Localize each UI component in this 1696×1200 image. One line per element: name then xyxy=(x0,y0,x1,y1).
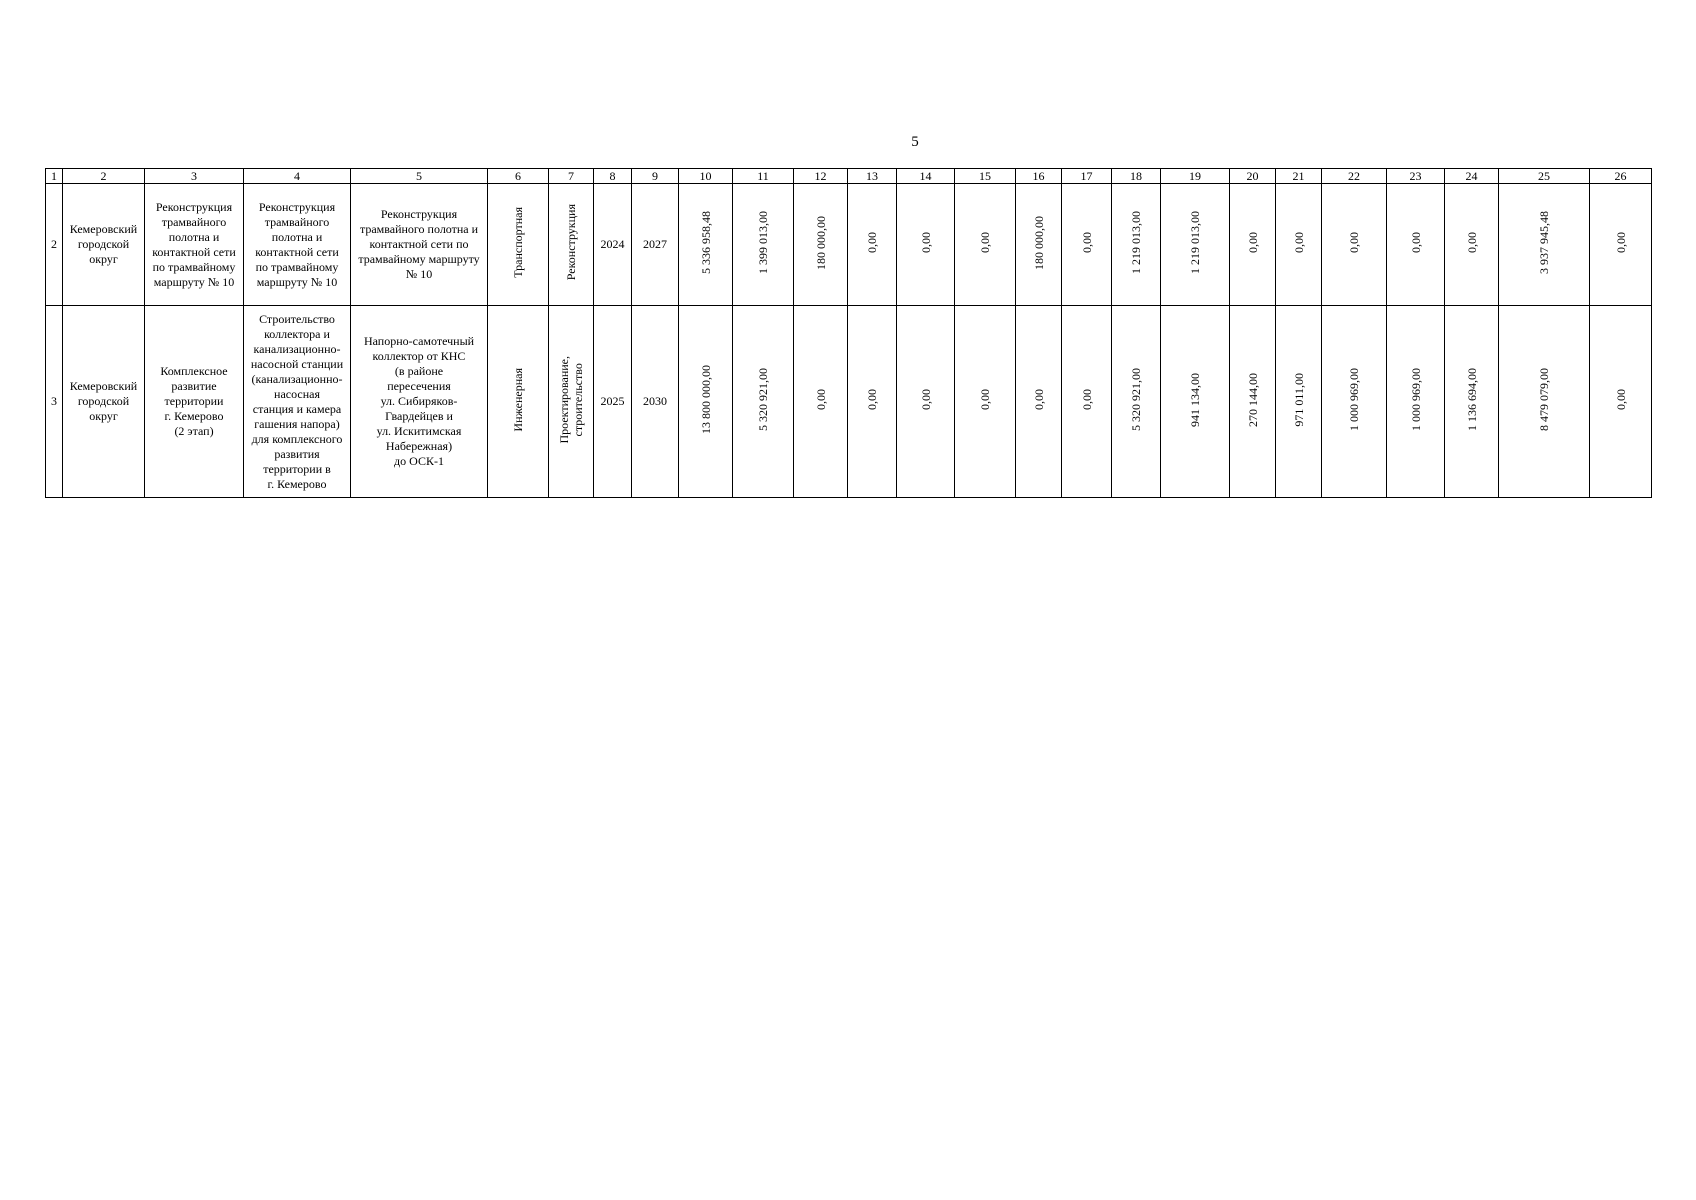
value-cell-13 xyxy=(848,306,897,498)
value-cell-23 xyxy=(1387,306,1445,498)
value-text: 1 219 013,00 xyxy=(1129,211,1143,274)
value-text: 270 144,00 xyxy=(1245,372,1260,427)
value-text: 1 219 013,00 xyxy=(1188,211,1202,274)
value-text: 5 320 921,00 xyxy=(756,368,770,431)
value-text: 5 320 921,00 xyxy=(1129,368,1143,431)
column-number: 24 xyxy=(1445,169,1499,184)
value-text: 0,00 xyxy=(978,389,992,410)
value-text: 941 134,00 xyxy=(1188,372,1202,427)
column-number: 11 xyxy=(733,169,794,184)
infra-type-text: Инженерная xyxy=(511,367,525,432)
value-cell-24 xyxy=(1445,184,1499,306)
project-text: Реконструкция трамвайного полотна и контактной сети по трамвайному маршруту № 10 xyxy=(152,199,236,289)
value-text: 180 000,00 xyxy=(1031,215,1046,270)
column-number: 18 xyxy=(1112,169,1161,184)
column-number: 21 xyxy=(1276,169,1322,184)
value-cell-26 xyxy=(1590,184,1652,306)
project-cell xyxy=(145,306,244,498)
column-number: 12 xyxy=(794,169,848,184)
object-text: Строительство коллектора и канализационно- насосной станции (канализационно- насосная станция и камера гашения напора) для комплексного развития территории в г. Кемерово xyxy=(250,311,344,491)
value-text: 1 136 694,00 xyxy=(1464,368,1479,431)
column-number: 19 xyxy=(1161,169,1230,184)
column-number: 5 xyxy=(351,169,488,184)
value-text: 0,00 xyxy=(1464,232,1479,253)
work-type-text: Реконструкция xyxy=(564,204,578,281)
value-cell-16 xyxy=(1016,184,1062,306)
value-cell-12 xyxy=(794,184,848,306)
value-cell-13 xyxy=(848,184,897,306)
value-cell-17 xyxy=(1062,184,1112,306)
column-number: 1 xyxy=(46,169,63,184)
value-cell-14 xyxy=(897,306,955,498)
value-cell-15 xyxy=(955,184,1016,306)
municipality-cell xyxy=(63,184,145,306)
column-number: 15 xyxy=(955,169,1016,184)
value-cell-10 xyxy=(679,306,733,498)
value-text: 0,00 xyxy=(865,389,879,410)
value-cell-11 xyxy=(733,184,794,306)
value-text: 8 479 079,00 xyxy=(1537,368,1551,431)
work-type-cell xyxy=(549,184,594,306)
value-text: 0,00 xyxy=(1245,232,1260,253)
column-number: 16 xyxy=(1016,169,1062,184)
value-text: 0,00 xyxy=(1031,389,1046,410)
column-number: 13 xyxy=(848,169,897,184)
description-text: Реконструкция трамвайного полотна и контактной сети по трамвайному маршруту № 10 xyxy=(358,207,480,281)
work-type-cell xyxy=(549,306,594,498)
value-cell-21 xyxy=(1276,306,1322,498)
value-cell-22 xyxy=(1322,306,1387,498)
value-cell-19 xyxy=(1161,184,1230,306)
value-text: 1 000 969,00 xyxy=(1347,368,1361,431)
investment-projects-table xyxy=(45,168,1652,498)
value-text: 0,00 xyxy=(1613,232,1628,253)
infra-type-cell xyxy=(488,306,549,498)
column-number: 10 xyxy=(679,169,733,184)
column-number: 6 xyxy=(488,169,549,184)
value-text: 0,00 xyxy=(1291,232,1306,253)
column-number: 22 xyxy=(1322,169,1387,184)
value-text: 5 336 958,48 xyxy=(698,211,713,274)
value-text: 0,00 xyxy=(1079,232,1094,253)
value-cell-11 xyxy=(733,306,794,498)
value-cell-17 xyxy=(1062,306,1112,498)
object-cell xyxy=(244,184,351,306)
column-number: 4 xyxy=(244,169,351,184)
work-type-text: Проектирование, строительство xyxy=(557,355,585,444)
municipality-text: Кемеровский городской округ xyxy=(69,222,138,266)
table-row xyxy=(46,306,1652,498)
value-text: 180 000,00 xyxy=(813,215,828,270)
description-text: Напорно-самотечный коллектор от КНС (в районе пересечения ул. Сибиряков- Гвардейцев и ул. Искитимская Набережная) до ОСК-1 xyxy=(363,334,475,468)
value-cell-19 xyxy=(1161,306,1230,498)
value-cell-26 xyxy=(1590,306,1652,498)
value-cell-25 xyxy=(1499,184,1590,306)
year-start-cell: 2024 xyxy=(594,184,632,306)
value-cell-15 xyxy=(955,306,1016,498)
value-text: 0,00 xyxy=(918,232,933,253)
column-number: 7 xyxy=(549,169,594,184)
municipality-text: Кемеровский городской округ xyxy=(69,379,138,423)
description-cell xyxy=(351,306,488,498)
description-cell xyxy=(351,184,488,306)
value-cell-21 xyxy=(1276,184,1322,306)
column-number: 20 xyxy=(1230,169,1276,184)
row-number: 2 xyxy=(46,184,63,306)
value-cell-23 xyxy=(1387,184,1445,306)
infra-type-text: Транспортная xyxy=(511,207,525,278)
value-text: 1 399 013,00 xyxy=(756,211,770,274)
value-cell-10 xyxy=(679,184,733,306)
value-text: 1 000 969,00 xyxy=(1408,368,1423,431)
value-cell-25 xyxy=(1499,306,1590,498)
value-cell-20 xyxy=(1230,184,1276,306)
column-number: 3 xyxy=(145,169,244,184)
page-number: 5 xyxy=(911,134,919,150)
value-text: 0,00 xyxy=(813,389,828,410)
table-row xyxy=(46,184,1652,306)
row-number: 3 xyxy=(46,306,63,498)
value-cell-24 xyxy=(1445,306,1499,498)
value-cell-18 xyxy=(1112,306,1161,498)
project-cell xyxy=(145,184,244,306)
value-text: 0,00 xyxy=(1613,389,1628,410)
year-end-cell: 2027 xyxy=(632,184,679,306)
column-number: 26 xyxy=(1590,169,1652,184)
value-text: 0,00 xyxy=(1079,389,1094,410)
value-cell-14 xyxy=(897,184,955,306)
value-text: 0,00 xyxy=(1408,232,1423,253)
value-text: 0,00 xyxy=(865,232,879,253)
object-cell xyxy=(244,306,351,498)
column-number: 9 xyxy=(632,169,679,184)
column-number: 25 xyxy=(1499,169,1590,184)
infra-type-cell xyxy=(488,184,549,306)
year-start-cell: 2025 xyxy=(594,306,632,498)
value-cell-18 xyxy=(1112,184,1161,306)
column-number-row xyxy=(46,169,1652,184)
column-number: 17 xyxy=(1062,169,1112,184)
value-text: 3 937 945,48 xyxy=(1537,211,1551,274)
municipality-cell xyxy=(63,306,145,498)
value-cell-22 xyxy=(1322,184,1387,306)
column-number: 2 xyxy=(63,169,145,184)
column-number: 23 xyxy=(1387,169,1445,184)
value-cell-16 xyxy=(1016,306,1062,498)
column-number: 14 xyxy=(897,169,955,184)
value-text: 13 800 000,00 xyxy=(698,365,713,434)
value-cell-20 xyxy=(1230,306,1276,498)
value-cell-12 xyxy=(794,306,848,498)
value-text: 971 011,00 xyxy=(1291,372,1306,427)
value-text: 0,00 xyxy=(918,389,933,410)
value-text: 0,00 xyxy=(1347,232,1361,253)
object-text: Реконструкция трамвайного полотна и контактной сети по трамвайному маршруту № 10 xyxy=(255,199,339,289)
column-number: 8 xyxy=(594,169,632,184)
value-text: 0,00 xyxy=(978,232,992,253)
project-text: Комплексное развитие территории г. Кемерово (2 этап) xyxy=(160,364,228,438)
year-end-cell: 2030 xyxy=(632,306,679,498)
